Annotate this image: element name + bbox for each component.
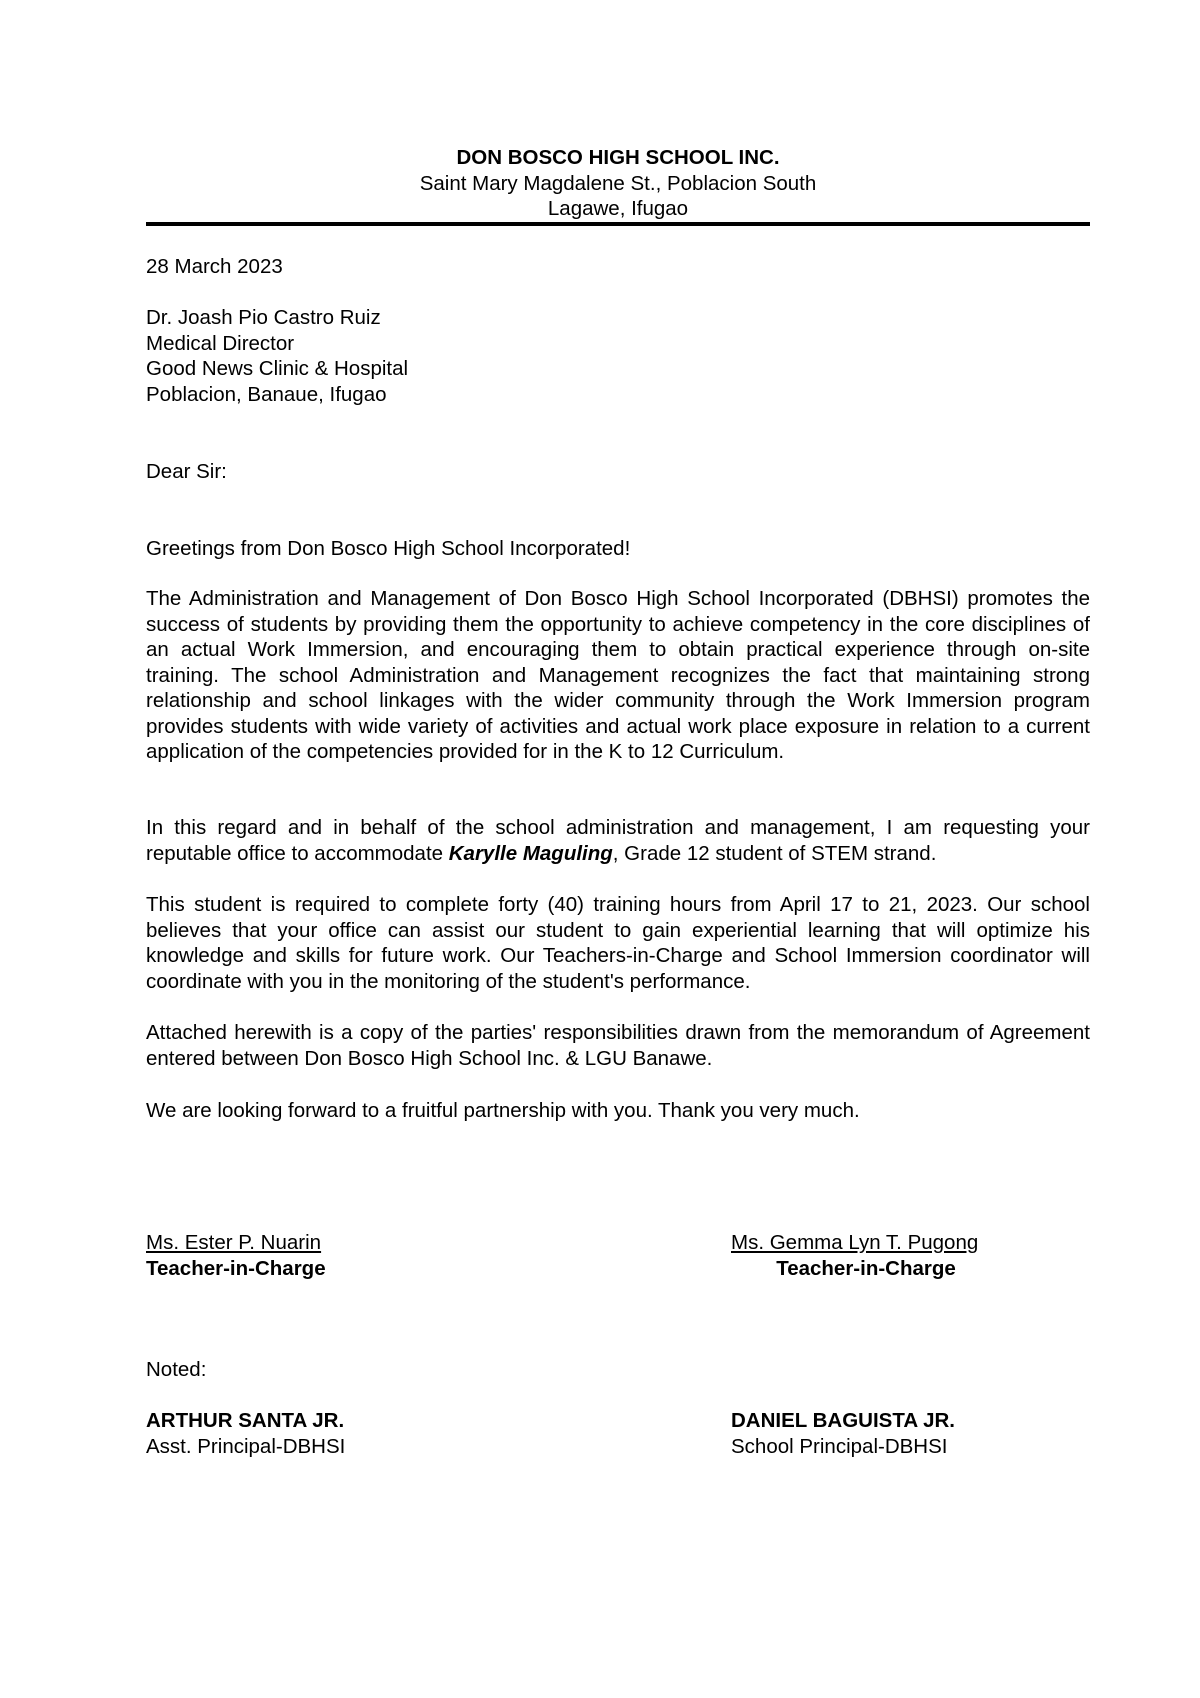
recipient-address: Poblacion, Banaue, Ifugao [146, 382, 387, 406]
body-paragraph-3: This student is required to complete forty (40) training hours from April 17 to 21, 2023. Our school believes that your office can assist our student to gain experiential learning that will optimize his knowledge and skills for future work. Our Teachers-in-Charge and School Immersion coordinator will coordinate with you in the monitoring of the student's performance. [146, 893, 1090, 993]
school-address-line2: Lagawe, Ifugao [547, 197, 689, 220]
school-address-line1: Saint Mary Magdalene St., Poblacion South [419, 171, 817, 195]
signatory-right [731, 1230, 1001, 1281]
student-name: Karylle Maguling [448, 841, 613, 865]
recipient-name: Dr. Joash Pio Castro Ruiz [146, 306, 381, 329]
body-paragraph-5: We are looking forward to a fruitful partnership with you. Thank you very much. [146, 1099, 860, 1122]
signatory-right-name: Ms. Gemma Lyn T. Pugong [731, 1231, 979, 1254]
school-name: DON BOSCO HIGH SCHOOL INC. [456, 146, 780, 169]
noted-official-left [146, 1408, 345, 1459]
body-paragraph-4: Attached herewith is a copy of the parties' responsibilities drawn from the memorandum of Agreement entered between Don Bosco High School Inc. & LGU Banawe. [146, 1021, 1090, 1070]
signatory-left-role: Teacher-in-Charge [146, 1256, 326, 1280]
official-right-title: School Principal-DBHSI [731, 1434, 948, 1458]
noted-official-right [731, 1408, 955, 1459]
header-divider [146, 222, 1090, 226]
paragraph-2-text-before: In this regard and in behalf of the school administration and management, I am requesting your reputable office to accommodate [146, 816, 1090, 865]
paragraph-2-text-after: , Grade 12 student of STEM strand. [612, 841, 937, 865]
signatory-right-role: Teacher-in-Charge [776, 1256, 956, 1280]
recipient-title: Medical Director [146, 331, 295, 355]
body-paragraph-2 [146, 815, 1090, 866]
noted-label: Noted: [146, 1358, 207, 1381]
salutation: Dear Sir: [146, 460, 227, 483]
signatory-left-name: Ms. Ester P. Nuarin [146, 1231, 322, 1254]
recipient-organization: Good News Clinic & Hospital [146, 357, 409, 380]
official-left-name: ARTHUR SANTA JR. [146, 1409, 345, 1432]
recipient-block [146, 305, 1090, 407]
signatory-left [146, 1230, 326, 1281]
letterhead [146, 145, 1090, 222]
greeting: Greetings from Don Bosco High School Incorporated! [146, 537, 631, 560]
body-paragraph-1: The Administration and Management of Don Bosco High School Incorporated (DBHSI) promotes the success of students by providing them the opportunity to achieve competency in the core disciplines of an actual Work Immersion, and encouraging them to obtain practical experience through on-site training. The school Administration and Management recognizes the fact that maintaining strong relationship and school linkages with the wider community through the Work Immersion program provides students with wide variety of activities and actual work place exposure in relation to a current application of the competencies provided for in the K to 12 Curriculum. [146, 587, 1090, 763]
letter-date: 28 March 2023 [146, 255, 283, 278]
official-left-title: Asst. Principal-DBHSI [146, 1434, 346, 1458]
official-right-name: DANIEL BAGUISTA JR. [731, 1409, 955, 1432]
